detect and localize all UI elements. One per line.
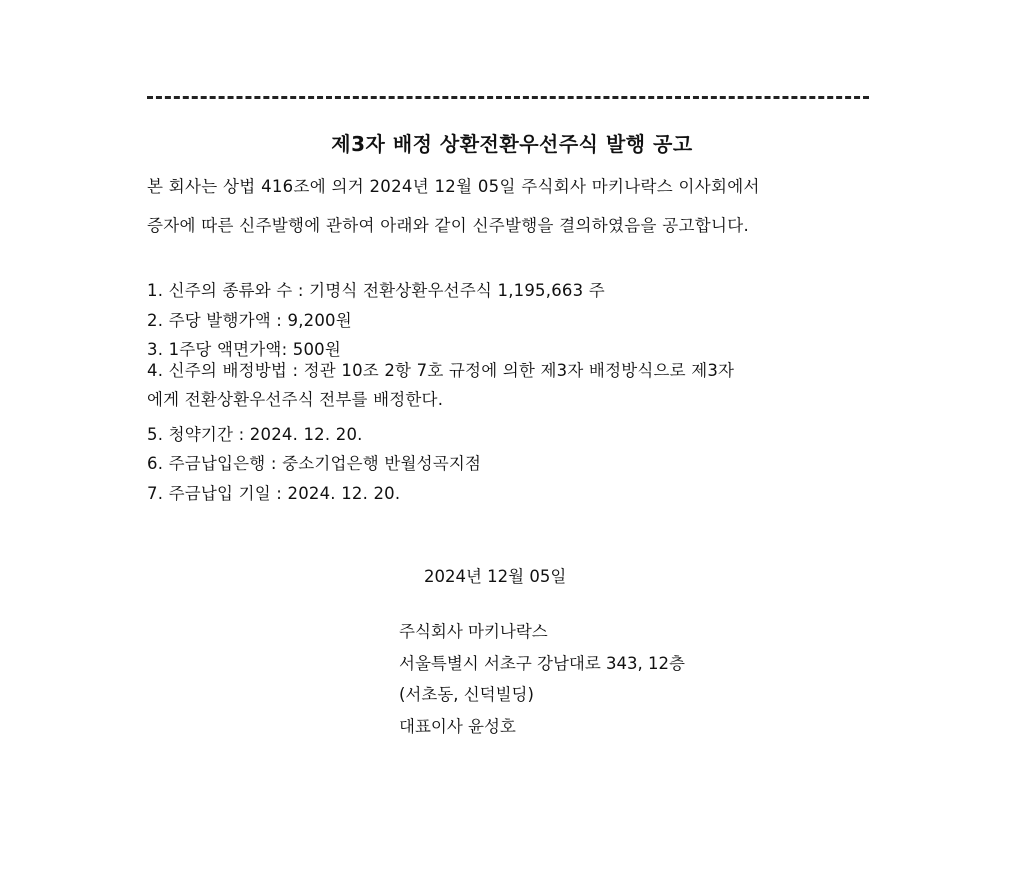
company-representative: 대표이사 윤성호 <box>399 717 516 736</box>
intro-line-1: 본 회사는 상법 416조에 의거 2024년 12월 05일 주식회사 마키나락스 이사회에서 <box>147 177 760 196</box>
notice-title: 제3자 배정 상환전환우선주식 발행 공고 <box>331 132 693 156</box>
company-address: 서울특별시 서초구 강남대로 343, 12층 <box>399 654 685 673</box>
intro-line-2: 증자에 따른 신주발행에 관하여 아래와 같이 신주발행을 결의하였음을 공고합니다. <box>147 216 750 235</box>
notice-date: 2024년 12월 05일 <box>424 567 567 586</box>
item-payment-date: 7. 주금납입 기일 : 2024. 12. 20. <box>147 484 401 503</box>
item-par-value: 3. 1주당 액면가액: 500원 <box>147 340 342 359</box>
company-building: (서초동, 신덕빌딩) <box>399 685 534 704</box>
item-allocation-method-line-1: 4. 신주의 배정방법 : 정관 10조 2항 7호 규정에 의한 제3자 배정방식으로 제3자 <box>147 361 735 380</box>
item-share-type-count: 1. 신주의 종류와 수 : 기명식 전환상환우선주식 1,195,663 주 <box>147 281 605 300</box>
item-allocation-method-line-2: 에게 전환상환우선주식 전부를 배정한다. <box>147 390 444 409</box>
item-issue-price: 2. 주당 발행가액 : 9,200원 <box>147 311 352 330</box>
company-name: 주식회사 마키나락스 <box>399 622 548 641</box>
dashed-separator <box>147 96 869 99</box>
item-subscription-period: 5. 청약기간 : 2024. 12. 20. <box>147 425 363 444</box>
item-payment-bank: 6. 주금납입은행 : 중소기업은행 반월성곡지점 <box>147 454 482 473</box>
